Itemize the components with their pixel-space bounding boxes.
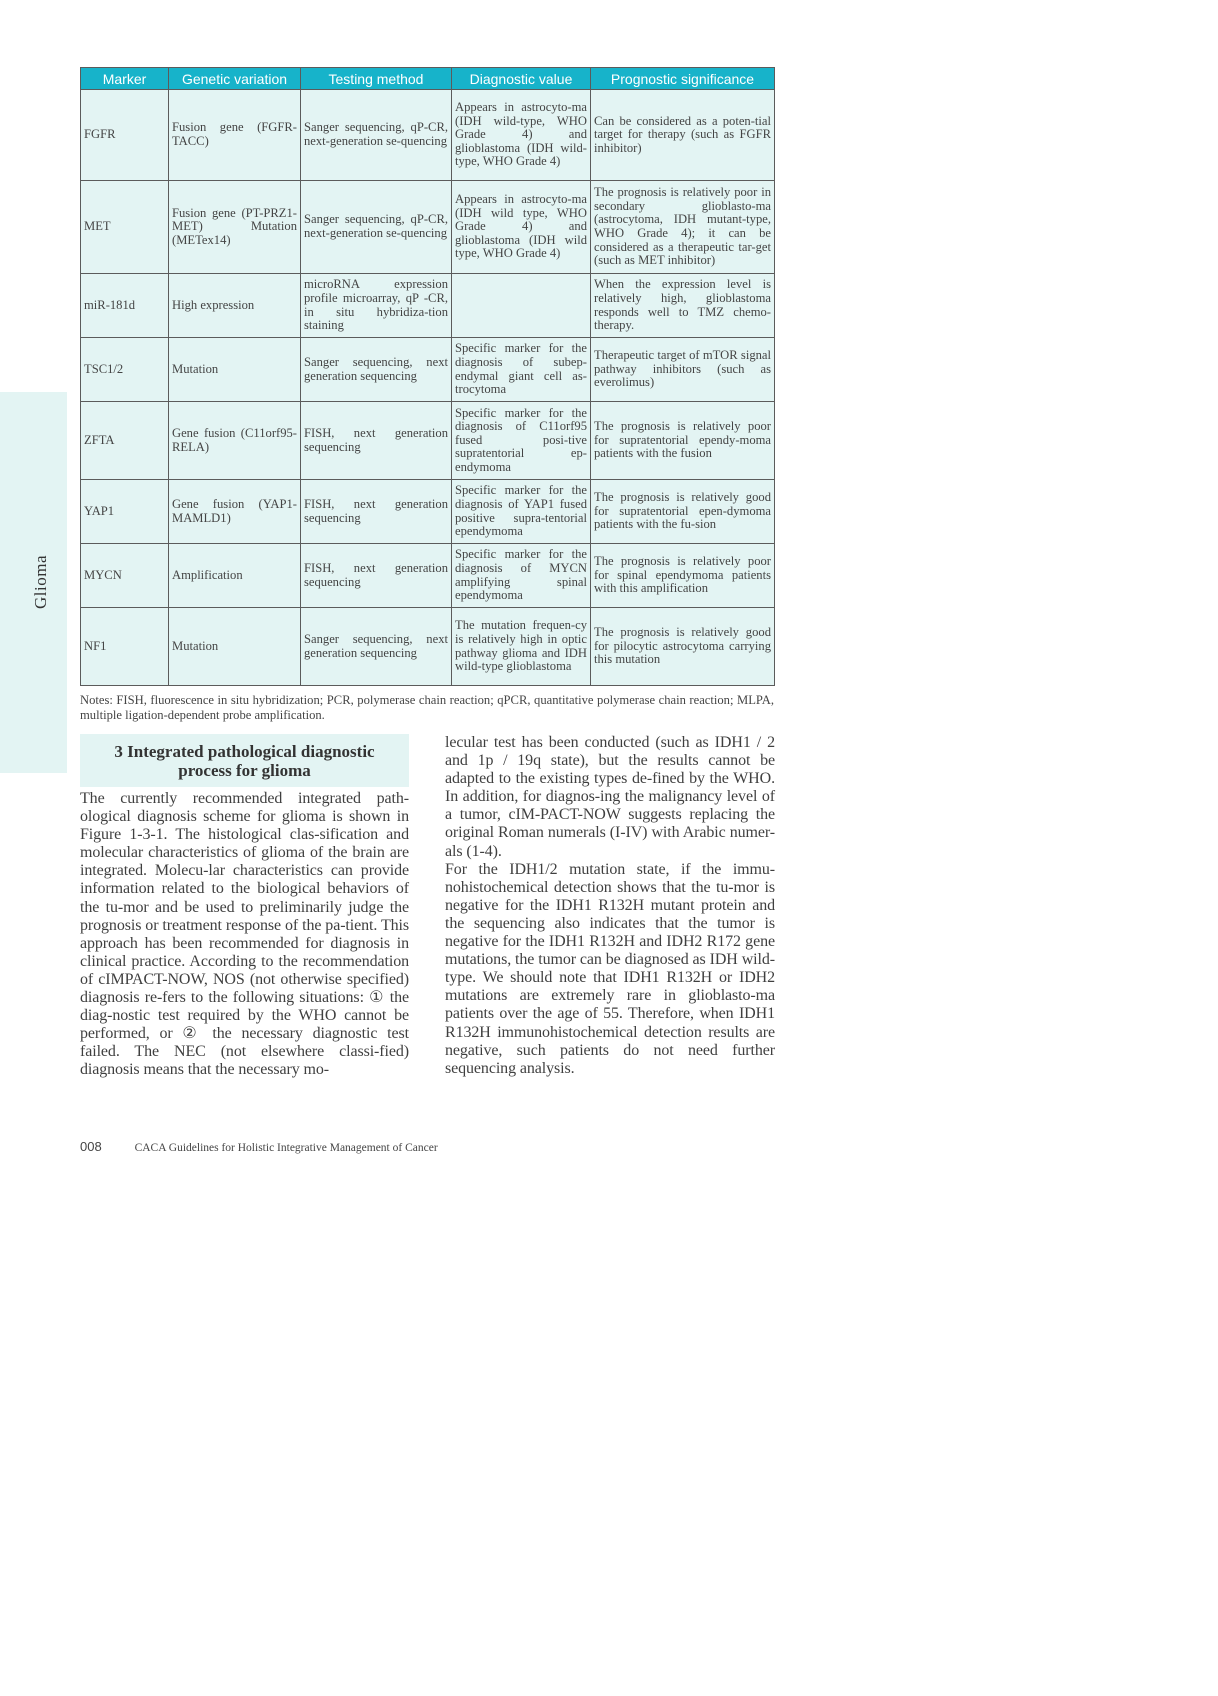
cell-diagnostic-value	[452, 274, 591, 338]
cell-prognostic-significance: Can be considered as a poten-tial target for therapy (such as FGFR inhibitor)	[591, 90, 775, 181]
table-row	[81, 544, 775, 608]
header-marker: Marker	[81, 68, 169, 90]
cell-testing-method: Sanger sequencing, next generation sequencing	[301, 338, 452, 402]
page-footer	[80, 1139, 438, 1154]
cell-marker: FGFR	[81, 90, 169, 181]
cell-diagnostic-value: Specific marker for the diagnosis of C11orf95 fused posi-tive supratentorial ep-endymoma	[452, 402, 591, 480]
cell-diagnostic-value: The mutation frequen-cy is relatively high in optic pathway glioma and IDH wild-type glioblastoma	[452, 608, 591, 686]
cell-prognostic-significance: The prognosis is relatively good for pilocytic astrocytoma carrying this mutation	[591, 608, 775, 686]
right-column	[445, 734, 775, 1078]
cell-prognostic-significance: When the expression level is relatively high, glioblastoma responds well to TMZ chemo-therapy.	[591, 274, 775, 338]
cell-marker: TSC1/2	[81, 338, 169, 402]
cell-genetic-variation: Mutation	[169, 608, 301, 686]
cell-marker: ZFTA	[81, 402, 169, 480]
table-row	[81, 480, 775, 544]
cell-genetic-variation: High expression	[169, 274, 301, 338]
marker-table	[80, 67, 775, 686]
header-testing-method: Testing method	[301, 68, 452, 90]
cell-diagnostic-value: Specific marker for the diagnosis of subep-endymal giant cell as-trocytoma	[452, 338, 591, 402]
cell-genetic-variation: Fusion gene (FGFR-TACC)	[169, 90, 301, 181]
section-heading: 3 Integrated pathological diagnostic process for glioma	[80, 734, 409, 787]
table-row	[81, 608, 775, 686]
table-row	[81, 338, 775, 402]
cell-testing-method: FISH, next generation sequencing	[301, 480, 452, 544]
cell-testing-method: Sanger sequencing, next generation sequencing	[301, 608, 452, 686]
cell-prognostic-significance: The prognosis is relatively poor for supratentorial ependy-moma patients with the fusion	[591, 402, 775, 480]
header-genetic-variation: Genetic variation	[169, 68, 301, 90]
cell-diagnostic-value: Appears in astrocyto-ma (IDH wild-type, WHO Grade 4) and glioblastoma (IDH wild-type, WHO Grade 4)	[452, 90, 591, 181]
table-header-row	[81, 68, 775, 90]
table-row	[81, 90, 775, 181]
left-paragraph: The currently recommended integrated path-ological diagnosis scheme for glioma is shown in Figure 1-3-1. The histological clas-sification and molecular characteristics of glioma of the brain are integrated. Molecu-lar characteristics can provide information related to the biological behaviors of the tu-mor and be used to preliminarily judge the prognosis or treatment response of the pa-tient. This approach has been recommended for diagnosis in clinical practice. According to the recommendation of cIMPACT-NOW, NOS (not otherwise specified) diagnosis re-fers to the following situations: ① the diag-nostic test required by the WHO cannot be performed, or ② the necessary diagnostic test failed. The NEC (not elsewhere classi-fied) diagnosis means that the necessary mo-	[80, 790, 409, 1079]
cell-genetic-variation: Gene fusion (YAP1-MAMLD1)	[169, 480, 301, 544]
cell-marker: MET	[81, 181, 169, 274]
cell-testing-method: FISH, next generation sequencing	[301, 544, 452, 608]
table-row	[81, 181, 775, 274]
table-row	[81, 274, 775, 338]
cell-marker: NF1	[81, 608, 169, 686]
cell-prognostic-significance: Therapeutic target of mTOR signal pathway inhibitors (such as everolimus)	[591, 338, 775, 402]
header-prognostic-significance: Prognostic significance	[591, 68, 775, 90]
left-column	[80, 734, 409, 1080]
cell-testing-method: Sanger sequencing, qP-CR, next-generation se-quencing	[301, 90, 452, 181]
right-paragraph-1: lecular test has been conducted (such as IDH1 / 2 and 1p / 19q state), but the results cannot be adapted to the existing types de-fined by the WHO. In addition, for diagnos-ing the malignancy level of a tumor, cIM-PACT-NOW suggests replacing the original Roman numerals (I-IV) with Arabic numer-als (1-4).	[445, 734, 775, 860]
cell-genetic-variation: Amplification	[169, 544, 301, 608]
cell-diagnostic-value: Specific marker for the diagnosis of YAP1 fused positive supra-tentorial ependymoma	[452, 480, 591, 544]
cell-prognostic-significance: The prognosis is relatively good for supratentorial epen-dymoma patients with the fu-sion	[591, 480, 775, 544]
cell-genetic-variation: Fusion gene (PT-PRZ1-MET) Mutation (METex14)	[169, 181, 301, 274]
cell-diagnostic-value: Appears in astrocyto-ma (IDH wild type, WHO Grade 4) and glioblastoma (IDH wild type, WHO Grade 4)	[452, 181, 591, 274]
cell-genetic-variation: Mutation	[169, 338, 301, 402]
table-row	[81, 402, 775, 480]
cell-genetic-variation: Gene fusion (C11orf95-RELA)	[169, 402, 301, 480]
cell-marker: YAP1	[81, 480, 169, 544]
cell-prognostic-significance: The prognosis is relatively poor in secondary glioblasto-ma (astrocytoma, IDH mutant-type, WHO Grade 4); it can be considered as a therapeutic tar-get (such as MET inhibitor)	[591, 181, 775, 274]
cell-diagnostic-value: Specific marker for the diagnosis of MYCN amplifying spinal ependymoma	[452, 544, 591, 608]
right-paragraph-2: For the IDH1/2 mutation state, if the immu-nohistochemical detection shows that the tu-mor is negative for the IDH1 R132H mutant protein and the sequencing also indicates that the tumor is negative for the IDH1 R132H and IDH2 R172 gene mutations, the tumor can be diagnosed as IDH wild-type. We should note that IDH1 R132H or IDH2 mutations are extremely rare in glioblasto-ma patients over the age of 55. Therefore, when IDH1 R132H immunohistochemical detection results are negative, such patients do not need further sequencing analysis.	[445, 860, 775, 1077]
page-number: 008	[80, 1139, 102, 1154]
cell-prognostic-significance: The prognosis is relatively poor for spinal ependymoma patients with this amplification	[591, 544, 775, 608]
cell-testing-method: FISH, next generation sequencing	[301, 402, 452, 480]
cell-testing-method: Sanger sequencing, qP-CR, next-generation se-quencing	[301, 181, 452, 274]
side-tab-label: Glioma	[31, 555, 50, 609]
cell-marker: miR-181d	[81, 274, 169, 338]
cell-testing-method: microRNA expression profile microarray, qP -CR, in situ hybridiza-tion staining	[301, 274, 452, 338]
table-notes: Notes: FISH, fluorescence in situ hybridization; PCR, polymerase chain reaction; qPCR, quantitative polymerase chain reaction; MLPA, multiple ligation-dependent probe amplification.	[80, 693, 774, 722]
book-title: CACA Guidelines for Holistic Integrative Management of Cancer	[134, 1142, 438, 1154]
cell-marker: MYCN	[81, 544, 169, 608]
header-diagnostic-value: Diagnostic value	[452, 68, 591, 90]
